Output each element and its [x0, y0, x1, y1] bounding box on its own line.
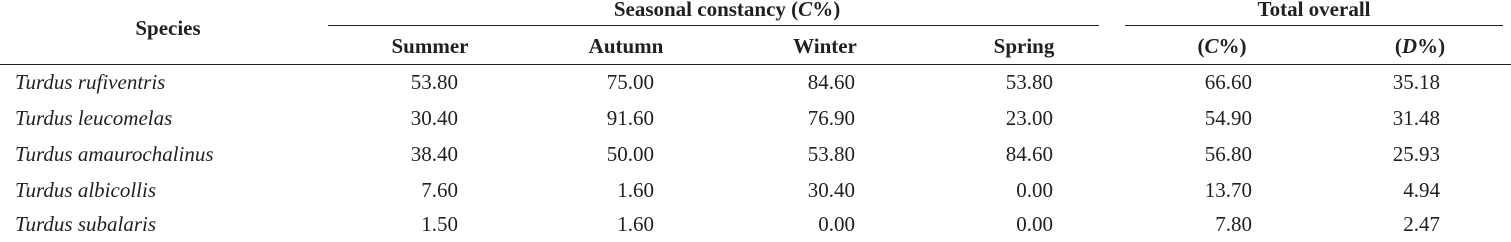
cell-total-c: 54.90: [1204, 106, 1252, 130]
row-species: Turdus amaurochalinus: [15, 142, 214, 166]
cell-total-d: 35.18: [1392, 70, 1440, 94]
cell-total-d: 2.47: [1403, 212, 1440, 236]
cell-spring: 0.00: [1016, 178, 1053, 202]
cell-winter: 84.60: [807, 70, 855, 94]
cell-summer: 1.50: [421, 212, 458, 236]
cell-total-d: 4.94: [1403, 178, 1440, 202]
header-total-d-italic: D: [1401, 34, 1418, 58]
cell-autumn: 75.00: [606, 70, 654, 94]
header-seasonal-constancy: [614, 0, 840, 21]
row-species: Turdus subalaris: [15, 212, 157, 236]
header-total-d-close: %): [1417, 34, 1446, 58]
cell-total-c: 56.80: [1204, 142, 1252, 166]
header-seasonal-suffix: %): [812, 0, 841, 21]
header-total-c: [1197, 34, 1246, 58]
header-total-overall: Total overall: [1257, 0, 1371, 21]
cell-autumn: 1.60: [617, 212, 654, 236]
row-species: Turdus albicollis: [15, 178, 157, 202]
cell-summer: 30.40: [410, 106, 458, 130]
total-group-rule: [1125, 25, 1503, 26]
header-total-c-italic: C: [1204, 34, 1219, 58]
cell-total-d: 25.93: [1392, 142, 1440, 166]
cell-spring: 23.00: [1005, 106, 1053, 130]
cell-winter: 76.90: [807, 106, 855, 130]
header-total-d-open: (: [1394, 34, 1402, 58]
cell-total-d: 31.48: [1392, 106, 1440, 130]
header-seasonal-italic: C: [798, 0, 813, 21]
header-total-c-close: %): [1218, 34, 1247, 58]
cell-summer: 38.40: [410, 142, 458, 166]
cell-autumn: 50.00: [606, 142, 654, 166]
cell-autumn: 91.60: [606, 106, 654, 130]
header-spring: Spring: [993, 34, 1055, 58]
cell-winter: 0.00: [818, 212, 855, 236]
cell-summer: 7.60: [421, 178, 458, 202]
header-bottom-rule: [0, 64, 1511, 65]
header-autumn: Autumn: [588, 34, 664, 58]
cell-total-c: 13.70: [1204, 178, 1252, 202]
row-species: Turdus leucomelas: [15, 106, 173, 130]
cell-winter: 53.80: [807, 142, 855, 166]
header-species: Species: [135, 16, 201, 40]
row-species: Turdus rufiventris: [15, 70, 166, 94]
seasonal-group-rule: [328, 25, 1099, 26]
cell-autumn: 1.60: [617, 178, 654, 202]
header-total-c-open: (: [1197, 34, 1205, 58]
header-summer: Summer: [391, 34, 469, 58]
cell-summer: 53.80: [410, 70, 458, 94]
header-total-d: [1395, 34, 1445, 58]
cell-total-c: 7.80: [1215, 212, 1252, 236]
cell-spring: 84.60: [1005, 142, 1053, 166]
cell-total-c: 66.60: [1204, 70, 1252, 94]
cell-spring: 53.80: [1005, 70, 1053, 94]
header-winter: Winter: [793, 34, 857, 58]
header-seasonal-text: Seasonal constancy (: [613, 0, 799, 21]
cell-spring: 0.00: [1016, 212, 1053, 236]
cell-winter: 30.40: [807, 178, 855, 202]
